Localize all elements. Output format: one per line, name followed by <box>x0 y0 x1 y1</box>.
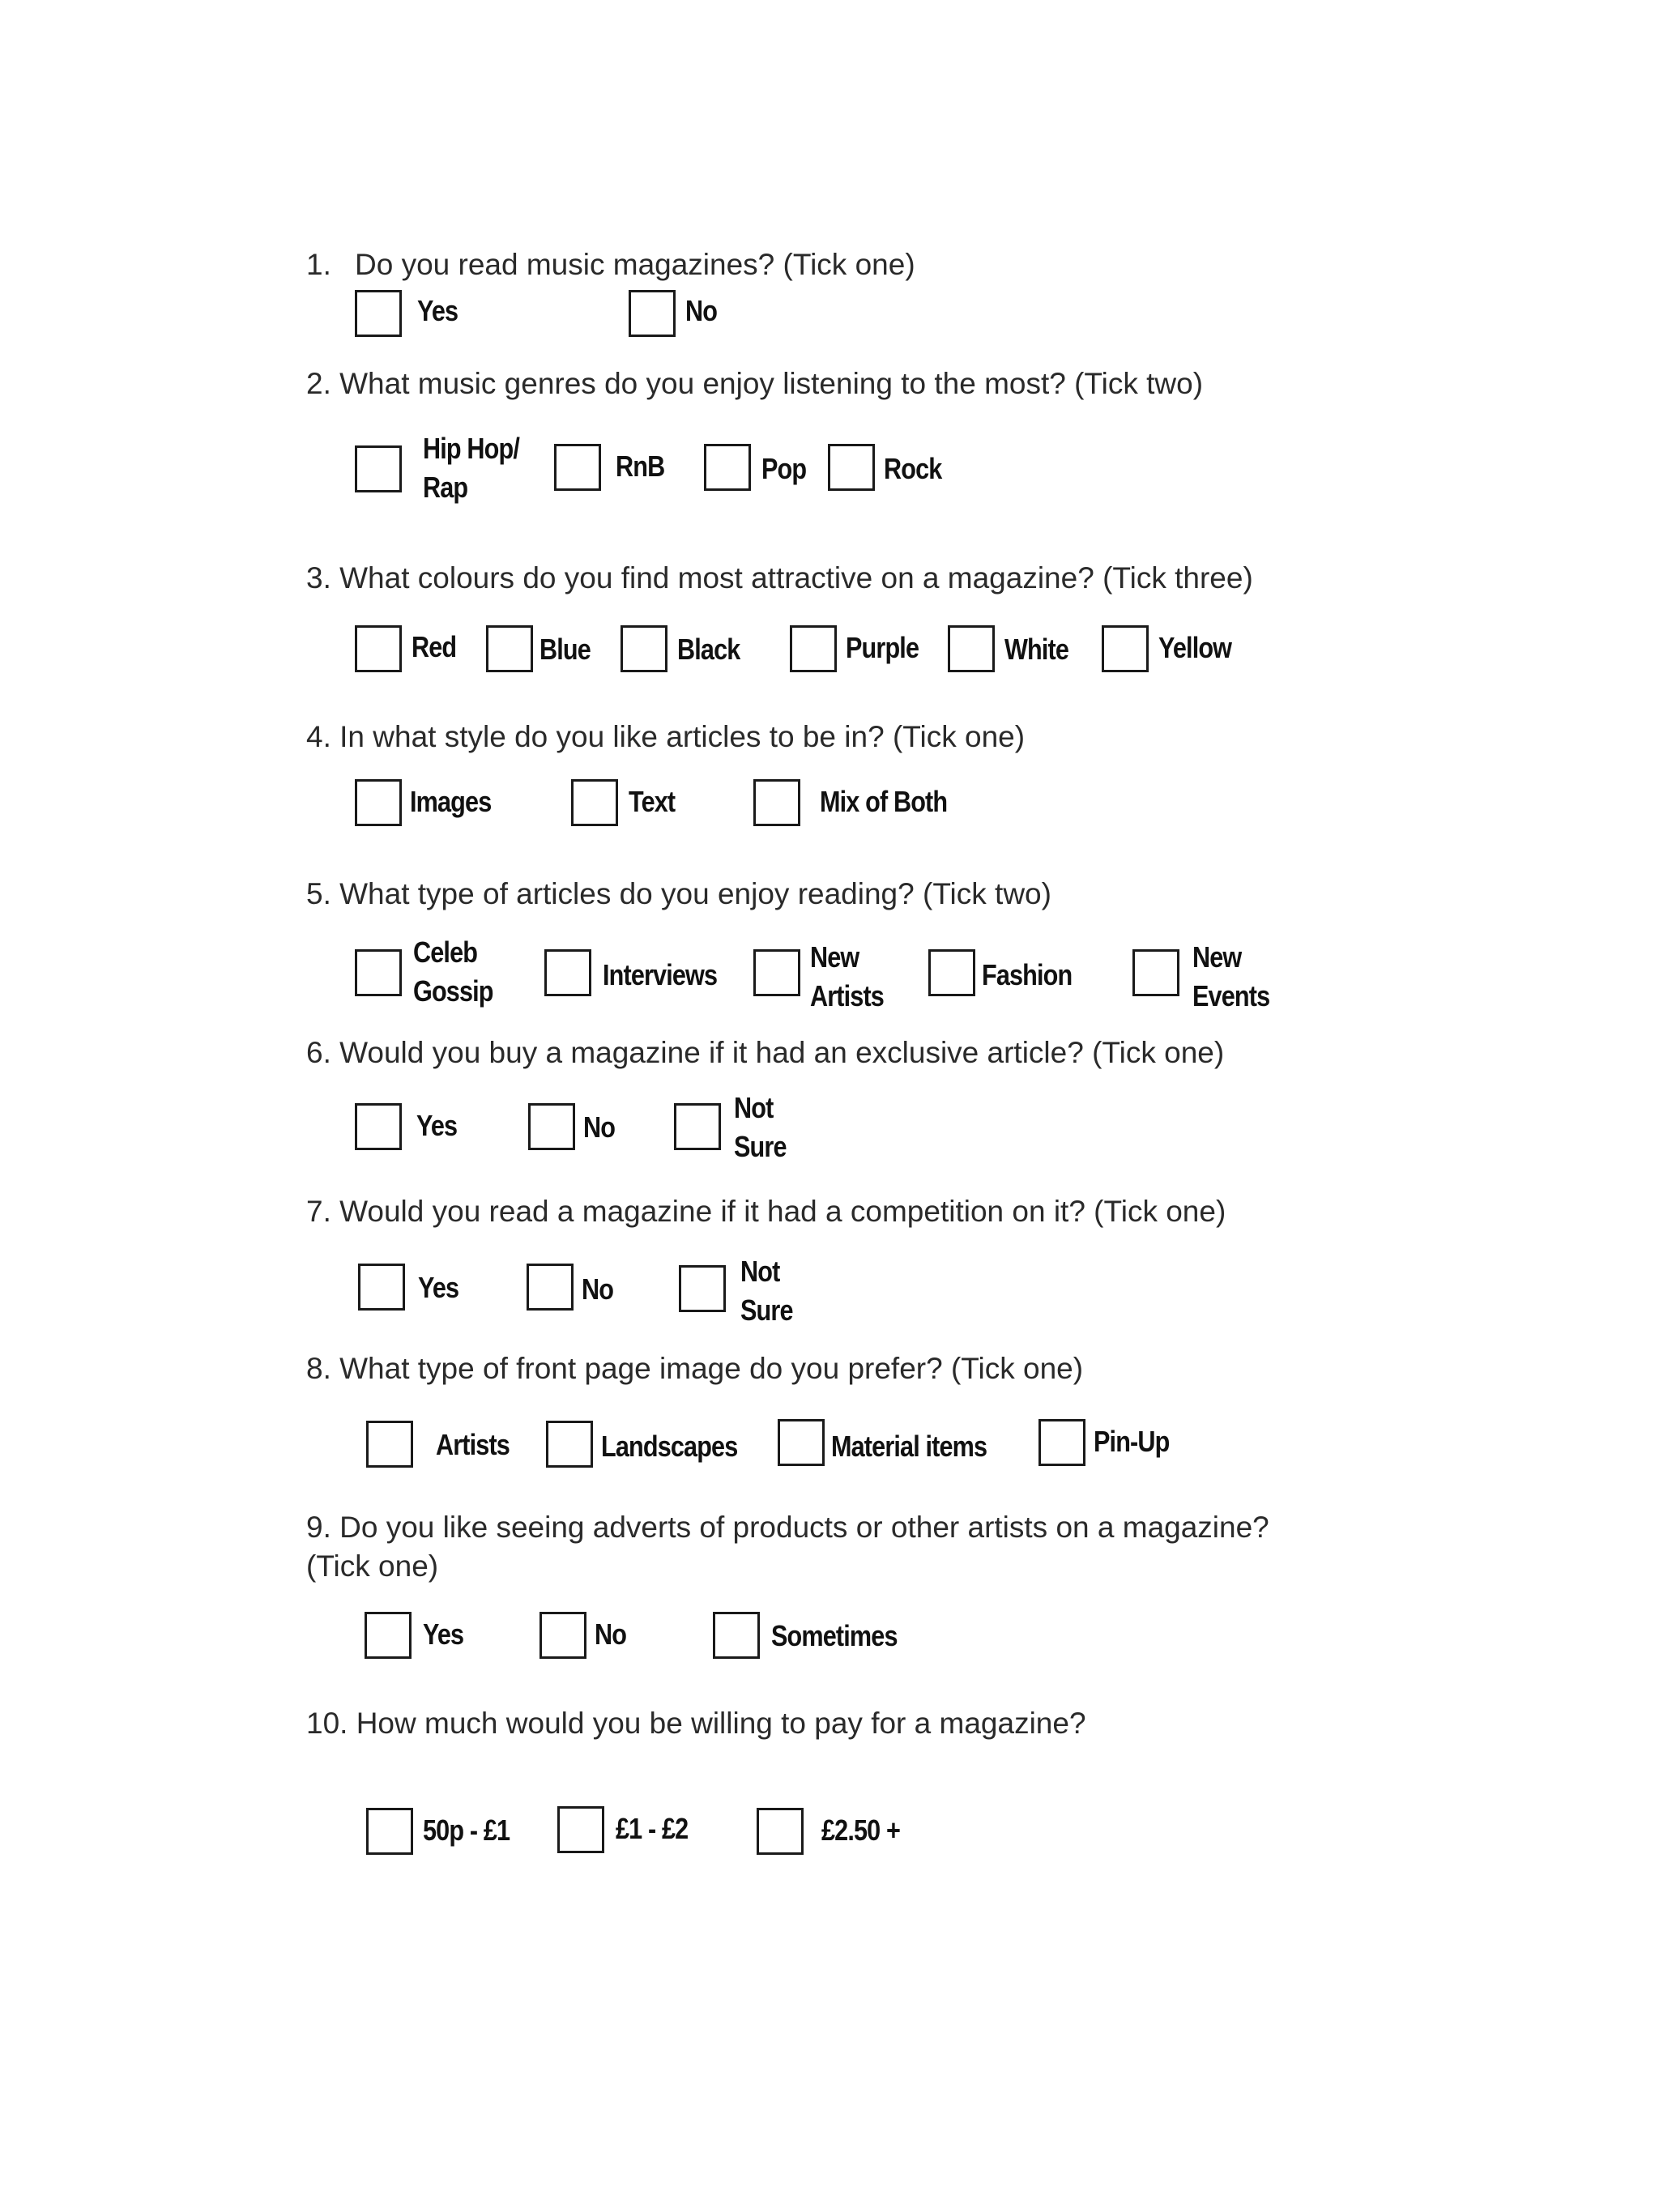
q3-red-label: Red <box>412 630 457 663</box>
q2-rnb-label: RnB <box>616 450 665 483</box>
q1-yes-label: Yes <box>417 294 458 327</box>
question-1-number: 1. <box>306 248 331 281</box>
q1-yes-checkbox[interactable] <box>355 290 402 337</box>
q10-50p-1-checkbox[interactable] <box>366 1808 413 1855</box>
q10-1-2-label: £1 - £2 <box>616 1812 689 1845</box>
q7-yes-label: Yes <box>418 1271 459 1304</box>
q5-celebgossip-label: Celeb Gossip <box>413 936 493 1008</box>
q5-newartists-label: New Artists <box>810 940 884 1012</box>
question-8-text: 8. What type of front page image do you prefer? (Tick one) <box>306 1352 1084 1385</box>
q8-landscapes-checkbox[interactable] <box>546 1421 593 1468</box>
q5-interviews-checkbox[interactable] <box>544 949 591 996</box>
q5-fashion-checkbox[interactable] <box>928 949 975 996</box>
q10-50p-1-label: 50p - £1 <box>423 1813 510 1847</box>
q9-yes-label: Yes <box>423 1617 464 1651</box>
q8-pinup-label: Pin-Up <box>1094 1425 1170 1458</box>
q2-hiphop-label: Hip Hop/ Rap <box>423 432 519 504</box>
q2-rnb-checkbox[interactable] <box>554 444 601 491</box>
q8-artists-label: Artists <box>436 1428 510 1461</box>
q2-rock-label: Rock <box>884 452 942 485</box>
q3-blue-label: Blue <box>539 633 591 666</box>
q9-yes-checkbox[interactable] <box>365 1612 412 1659</box>
q5-fashion-label: Fashion <box>982 958 1073 991</box>
question-4-text: 4. In what style do you like articles to be in? (Tick one) <box>306 720 1026 753</box>
q4-text-label: Text <box>629 785 676 818</box>
q5-interviews-label: Interviews <box>603 958 718 991</box>
q4-text-checkbox[interactable] <box>571 779 618 826</box>
q3-purple-label: Purple <box>846 631 919 664</box>
q6-notsure-checkbox[interactable] <box>674 1103 721 1150</box>
q6-yes-label: Yes <box>416 1109 458 1142</box>
q3-yellow-checkbox[interactable] <box>1102 625 1149 672</box>
question-7-text: 7. Would you read a magazine if it had a competition on it? (Tick one) <box>306 1195 1226 1228</box>
q4-images-checkbox[interactable] <box>355 779 402 826</box>
q9-sometimes-label: Sometimes <box>771 1619 898 1652</box>
q5-celebgossip-checkbox[interactable] <box>355 949 402 996</box>
q5-newevents-checkbox[interactable] <box>1132 949 1179 996</box>
q6-yes-checkbox[interactable] <box>355 1103 402 1150</box>
q4-images-label: Images <box>410 785 492 818</box>
q9-no-checkbox[interactable] <box>539 1612 586 1659</box>
question-3-text: 3. What colours do you find most attractive on a magazine? (Tick three) <box>306 561 1253 595</box>
q7-notsure-checkbox[interactable] <box>679 1265 726 1312</box>
question-9-text-line2: (Tick one) <box>306 1549 439 1583</box>
q7-no-checkbox[interactable] <box>527 1264 574 1311</box>
q3-yellow-label: Yellow <box>1158 631 1232 664</box>
q6-notsure-label: Not Sure <box>734 1091 787 1163</box>
q6-no-label: No <box>583 1110 616 1144</box>
q4-mixofboth-checkbox[interactable] <box>753 779 800 826</box>
q3-black-label: Black <box>677 633 740 666</box>
q1-no-checkbox[interactable] <box>629 290 676 337</box>
q7-notsure-label: Not Sure <box>740 1255 793 1327</box>
q8-pinup-checkbox[interactable] <box>1038 1419 1085 1466</box>
q8-materialitems-label: Material items <box>831 1430 987 1463</box>
q2-pop-checkbox[interactable] <box>704 444 751 491</box>
q10-250plus-label: £2.50 + <box>821 1813 901 1847</box>
q10-250plus-checkbox[interactable] <box>757 1808 804 1855</box>
q8-artists-checkbox[interactable] <box>366 1421 413 1468</box>
question-1 <box>306 245 915 284</box>
q8-landscapes-label: Landscapes <box>601 1430 738 1463</box>
q6-no-checkbox[interactable] <box>528 1103 575 1150</box>
q9-no-label: No <box>595 1617 627 1651</box>
question-9-text: 9. Do you like seeing adverts of products or other artists on a magazine? <box>306 1511 1269 1544</box>
q5-newevents-label: New Events <box>1192 940 1270 1012</box>
q3-black-checkbox[interactable] <box>621 625 667 672</box>
q2-rock-checkbox[interactable] <box>828 444 875 491</box>
q2-pop-label: Pop <box>761 452 807 485</box>
q7-yes-checkbox[interactable] <box>358 1264 405 1311</box>
q5-newartists-checkbox[interactable] <box>753 949 800 996</box>
q8-materialitems-checkbox[interactable] <box>778 1419 825 1466</box>
q3-white-checkbox[interactable] <box>948 625 995 672</box>
q7-no-label: No <box>582 1272 614 1306</box>
q3-red-checkbox[interactable] <box>355 625 402 672</box>
question-5-text: 5. What type of articles do you enjoy reading? (Tick two) <box>306 877 1051 910</box>
q4-mixofboth-label: Mix of Both <box>820 785 948 818</box>
q3-purple-checkbox[interactable] <box>790 625 837 672</box>
q9-sometimes-checkbox[interactable] <box>713 1612 760 1659</box>
q10-1-2-checkbox[interactable] <box>557 1806 604 1853</box>
question-2-text: 2. What music genres do you enjoy listening to the most? (Tick two) <box>306 367 1204 400</box>
q3-blue-checkbox[interactable] <box>486 625 533 672</box>
q3-white-label: White <box>1004 633 1069 666</box>
q1-no-label: No <box>685 294 718 327</box>
question-10-text: 10. How much would you be willing to pay for a magazine? <box>306 1707 1086 1740</box>
q2-hiphop-checkbox[interactable] <box>355 445 402 492</box>
question-1-text: Do you read music magazines? (Tick one) <box>355 248 915 281</box>
question-6-text: 6. Would you buy a magazine if it had an exclusive article? (Tick one) <box>306 1036 1225 1069</box>
